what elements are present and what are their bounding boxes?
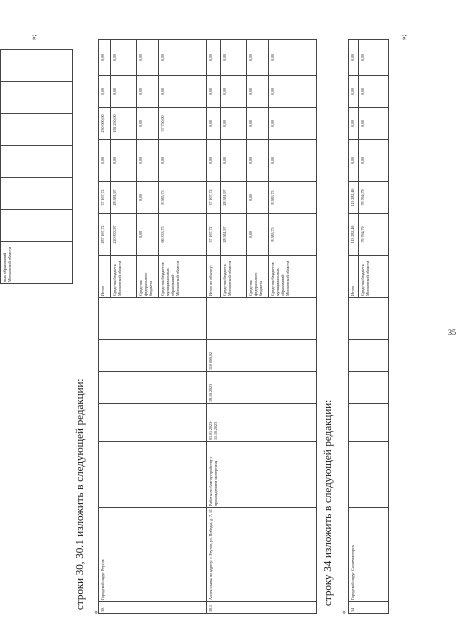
row-30-1-amount: 110 000,02: [207, 340, 317, 372]
row-30-1-itogo: 30.1 Аллея славы по адресу: г. Реутов, ул. Победы, д. 7, 11 Работы по благоустройству с прохождением экспертизы 01.01.2023-15.10.2023 18.10.2023 110 000,02 Итого по объекту: 37 167,72 37 167,72 0,00 0,00 0,00 0,00: [207, 40, 221, 614]
quote-open-bottom: «: [340, 610, 348, 614]
row-30-1-number: 30.1: [207, 602, 317, 614]
quote-open-top: «: [92, 610, 100, 614]
row-30-1-work: Работы по благоустройству с прохождением экспертизы: [207, 442, 317, 508]
heading-bottom: строку 34 изложить в следующей редакции:: [322, 399, 334, 606]
row-30-itogo: 30. Городской округ Реутов Итого 287 167,72 37 167,72 0,00 250 000,00 0,00 0,00: [99, 40, 111, 614]
row-34-itogo-label: Итого: [349, 256, 359, 298]
main-table: [98, 39, 317, 614]
top-header-cell: ных образований Московской области: [1, 242, 73, 284]
row-30-1-period: 01.01.2023-15.10.2023: [207, 404, 317, 442]
row-34-itogo: 34 Городской округ Солнечногорск Итого 115 282,46 115 282,46 0,00 0,00 0,00 0,00: [349, 40, 359, 614]
quote-close-top: »;: [30, 34, 38, 40]
quote-close-bottom: »;: [400, 34, 408, 40]
row-34-number: 34: [349, 602, 389, 614]
row-34-district: Городской округ Солнечногорск: [349, 508, 389, 602]
row-30-source: Средства федерального бюджета 0,00 0,00 0,00 0,00 0,00 0,00: [137, 40, 159, 614]
row-34-source: Средства бюджета Московской области 76 764,79 76 764,79 0,00 0,00 0,00 0,00: [359, 40, 389, 614]
row-30-itogo-label: Итого: [99, 256, 111, 298]
row-30-source: Средства бюджетов муниципальных образований Московской области 66 333,75 8 585,75 0,00 57 750,00 0,00 0,00: [159, 40, 207, 614]
row-30-number: 30.: [99, 602, 207, 614]
page-number: 35: [448, 328, 456, 337]
row-30-1-source: Средства бюджетов муниципальных образований Московской области 8 585,75 8 585,75 0,00 0,00 0,00 0,00: [269, 40, 317, 614]
bottom-table: [348, 39, 389, 614]
row-30-1-object: Аллея славы по адресу: г. Реутов, ул. Победы, д. 7, 11: [207, 508, 317, 602]
row-30-1-itogo-label: Итого по объекту:: [207, 256, 221, 298]
row-30-1-source: Средства федерального бюджета 0,00 0,00 0,00 0,00 0,00 0,00: [247, 40, 269, 614]
row-30-source: Средства бюджета Московской области 220 833,97 28 581,97 0,00 192 250,00 0,00 0,00: [111, 40, 137, 614]
row-30-1-date: 18.10.2023: [207, 372, 317, 404]
row-30-1-source: Средства бюджета Московской области 28 581,97 28 581,97 0,00 0,00 0,00 0,00: [221, 40, 247, 614]
top-strip-table: [0, 49, 73, 284]
row-30-district: Городской округ Реутов: [99, 508, 207, 602]
heading-top: строки 30, 30.1 изложить в следующей редакции:: [74, 378, 86, 610]
